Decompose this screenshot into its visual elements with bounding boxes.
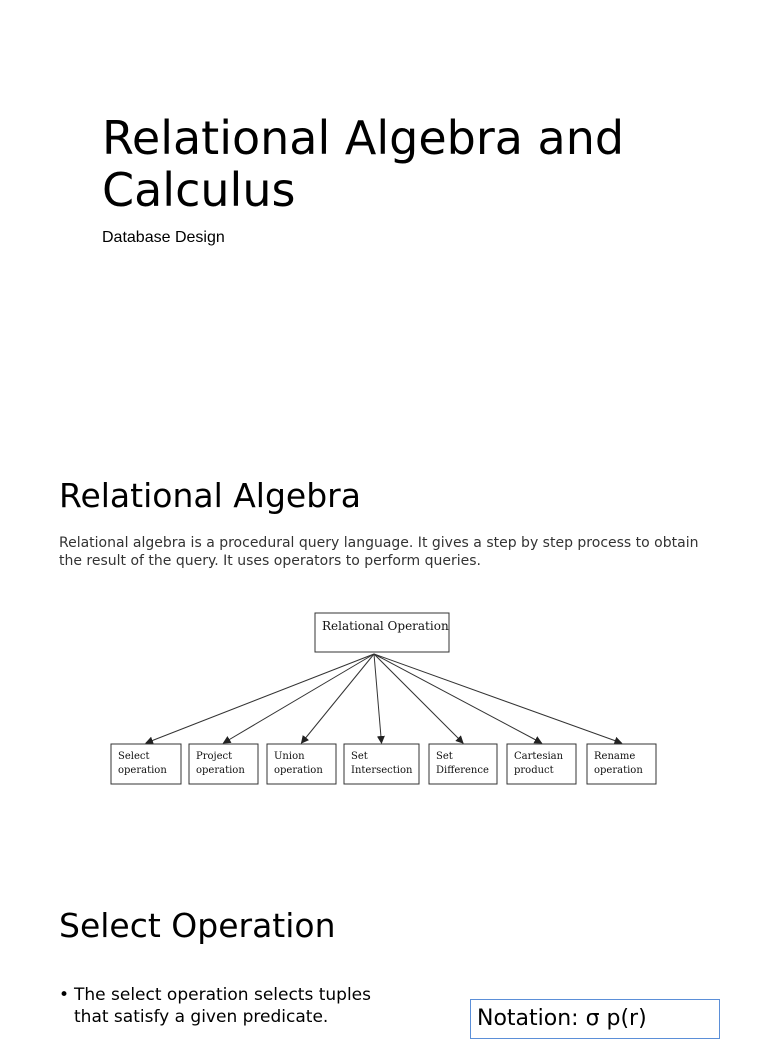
child-node-label: Rename [594, 751, 636, 762]
child-node-label: Difference [436, 765, 489, 776]
diagram-child-nodes [111, 744, 656, 784]
child-node-label: product [514, 765, 554, 776]
bullet-item: • The select operation selects tuples that satisfy a given predicate. [59, 984, 389, 1028]
diagram-arrow [224, 654, 375, 743]
child-node-label: Cartesian [514, 751, 564, 762]
diagram-child-node [189, 744, 258, 784]
section-heading-relational-algebra: Relational Algebra [59, 476, 361, 515]
diagram-arrow [302, 654, 375, 743]
diagram-arrow [374, 654, 542, 743]
diagram-child-node [587, 744, 656, 784]
child-node-label: operation [274, 765, 323, 776]
diagram-root-node [315, 613, 449, 652]
diagram-edges [146, 654, 622, 743]
diagram-child-node [507, 744, 576, 784]
diagram-child-node [344, 744, 419, 784]
section-body-text: Relational algebra is a procedural query language. It gives a step by step process to obtain the result of the query. It uses operators to perform queries. [59, 535, 699, 569]
bullet-list [59, 984, 389, 1028]
diagram-arrow [146, 654, 374, 743]
child-node-label: Intersection [351, 765, 413, 776]
child-node-label: Set [436, 751, 453, 762]
slide-subtitle: Database Design [102, 229, 225, 246]
diagram-arrow [374, 654, 382, 743]
section-heading-select-operation: Select Operation [59, 906, 336, 945]
child-node-label: operation [594, 765, 643, 776]
root-node-label: Relational Operation [322, 619, 449, 633]
diagram-arrow [374, 654, 622, 743]
diagram-child-node [267, 744, 336, 784]
child-node-label: operation [118, 765, 167, 776]
diagram-arrow [374, 654, 463, 743]
child-node-label: Select [118, 751, 150, 762]
slide-title: Relational Algebra and Calculus [102, 111, 625, 217]
relational-operations-diagram [0, 600, 768, 800]
diagram-child-node [111, 744, 181, 784]
child-node-label: Union [274, 751, 305, 762]
child-node-label: Set [351, 751, 368, 762]
child-node-label: Project [196, 751, 233, 762]
child-node-label: operation [196, 765, 245, 776]
notation-box: Notation: σ p(r) [470, 999, 720, 1039]
diagram-child-node [429, 744, 497, 784]
